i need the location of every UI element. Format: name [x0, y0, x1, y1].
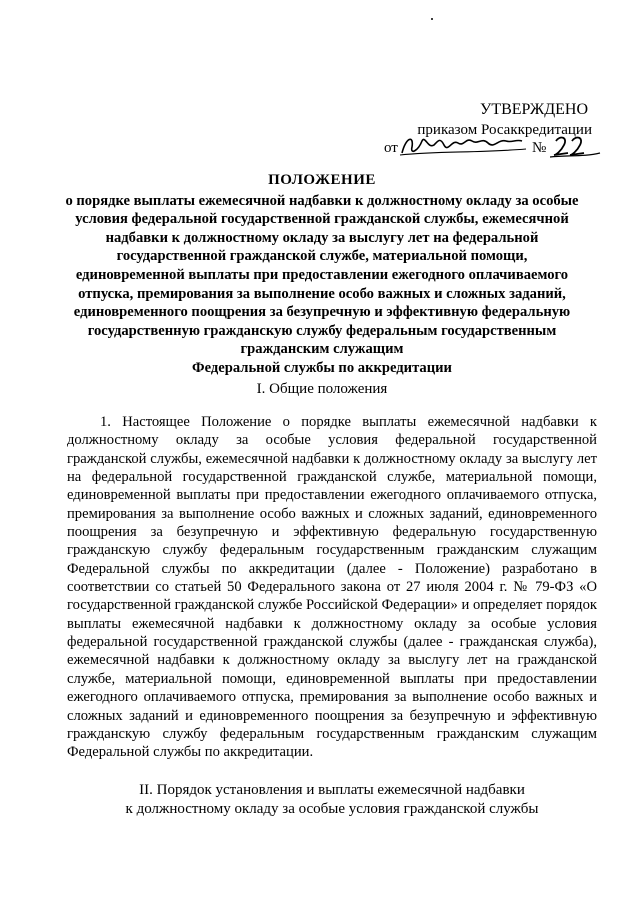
scan-speck: [431, 18, 433, 20]
section-1-heading: I. Общие положения: [256, 381, 388, 397]
approved-label: УТВЕРЖДЕНО: [479, 101, 588, 118]
document-title: ПОЛОЖЕНИЕ: [268, 172, 376, 188]
order-line: приказом Росаккредитации: [417, 122, 592, 138]
section-2-heading-line-2: к должностному окладу за особые условия гражданской службы: [125, 800, 539, 817]
paragraph-1: 1. Настоящее Положение о порядке выплаты ежемесячной надбавки к должностному окладу за особые условия федеральной государственной гражданской службы, ежемесячной надбавки к должностному окладу за выслугу лет на федеральной государственной гражданской службе, материальной помощи, единовременной выплаты при предоставлении ежегодного оплачиваемого отпуска, премирования за выполнение особо важных и сложных заданий, единовременного поощрения за безупречную и эффективную федеральную государственную гражданскую службу федеральным государственным гражданским служащим Федеральной службы по аккредитации (далее - Положение) разработано в соответствии со статьей 50 Федерального закона от 27 июля 2004 г. № 79-ФЗ «О государственной гражданской службе Российской Федерации» и определяет порядок выплаты ежемесячной надбавки к должностному окладу за особые условия федеральной государственной гражданской службы (далее - гражданская служба), ежемесячной надбавки к должностному окладу за выслугу лет на гражданской службе, материальной помощи, единовременной выплаты при предоставлении ежегодного оплачиваемого отпуска, премирования за выполнение особо важных и сложных заданий и единовременного поощрения за безупречную и эффективную гражданскую службу федеральным государственным гражданским служащим Федеральной службы по аккредитации.: [67, 414, 597, 761]
document-subtitle: о порядке выплаты ежемесячной надбавки к должностному окладу за особые условия федеральной государственной гражданской службы, ежемесячной надбавки к должностному окладу за выслугу лет на федеральной государственной гражданской службе, материальной помощи, единовременной выплаты при предоставлении ежегодного оплачиваемого отпуска, премирования за выполнение особо важных и сложных заданий, единовременного поощрения за безупречную и эффективную федеральную государственную гражданскую службу федеральным государственным гражданским служащим: [65, 192, 579, 358]
document-title-block: [62, 171, 582, 378]
handwritten-date-signature: [398, 131, 528, 161]
order-date-number-line: [384, 139, 604, 161]
section-2-heading: [62, 781, 602, 818]
number-prefix: №: [532, 140, 547, 156]
section-2-heading-line-1: II. Порядок установления и выплаты ежемесячной надбавки: [139, 782, 525, 798]
agency-name: Федеральной службы по аккредитации: [192, 359, 452, 376]
handwritten-number: [550, 133, 602, 161]
from-prefix: от: [384, 140, 398, 156]
approval-stamp: [384, 101, 604, 161]
